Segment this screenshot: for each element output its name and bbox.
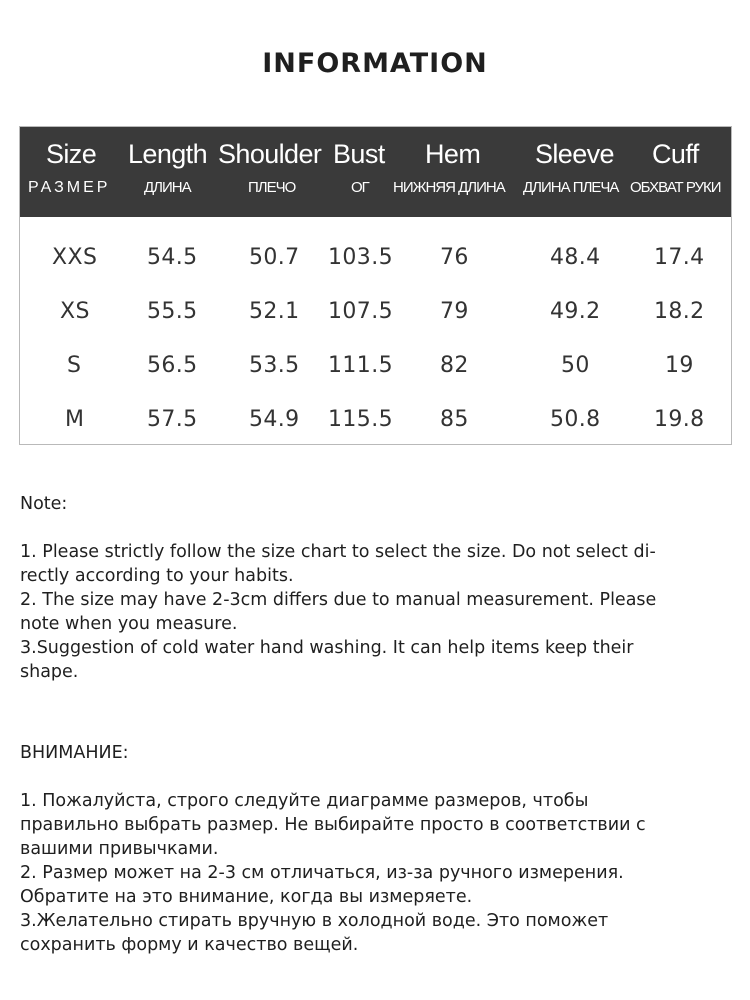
note-line: Обратите на это внимание, когда вы измеряете. xyxy=(20,887,473,907)
note-line: правильно выбрать размер. Не выбирайте просто в соответствии с xyxy=(20,815,646,835)
cell-sleeve: 48.4 xyxy=(550,245,601,270)
cell-length: 54.5 xyxy=(147,245,198,270)
cell-cuff: 19.8 xyxy=(654,407,705,432)
note-line: note when you measure. xyxy=(20,614,238,634)
cell-cuff: 17.4 xyxy=(654,245,705,270)
header-hem-ru: НИЖНЯЯ ДЛИНА xyxy=(393,179,505,196)
header-bust-ru: ОГ xyxy=(351,179,369,196)
cell-size: XS xyxy=(60,299,90,324)
header-shoulder-ru: ПЛЕЧО xyxy=(248,179,296,196)
cell-hem: 82 xyxy=(440,353,469,378)
cell-cuff: 19 xyxy=(665,353,694,378)
size-chart-table xyxy=(19,126,732,445)
cell-hem: 85 xyxy=(440,407,469,432)
note-line: 1. Пожалуйста, строго следуйте диаграмме размеров, чтобы xyxy=(20,791,589,811)
cell-hem: 76 xyxy=(440,245,469,270)
cell-size: S xyxy=(67,353,82,378)
note-line: 3.Suggestion of cold water hand washing. It can help items keep their xyxy=(20,638,634,658)
note-line: 3.Желательно стирать вручную в холодной воде. Это поможет xyxy=(20,911,609,931)
cell-bust: 107.5 xyxy=(328,299,393,324)
cell-bust: 115.5 xyxy=(328,407,393,432)
header-hem: Hem xyxy=(425,139,481,169)
table-row xyxy=(20,299,731,329)
cell-bust: 103.5 xyxy=(328,245,393,270)
cell-sleeve: 50.8 xyxy=(550,407,601,432)
note-line: сохранить форму и качество вещей. xyxy=(20,935,359,955)
cell-shoulder: 53.5 xyxy=(249,353,300,378)
table-row xyxy=(20,407,731,437)
cell-bust: 111.5 xyxy=(328,353,393,378)
cell-length: 57.5 xyxy=(147,407,198,432)
header-size-ru: РАЗМЕР xyxy=(28,179,111,196)
cell-shoulder: 50.7 xyxy=(249,245,300,270)
note-line: 2. The size may have 2-3cm differs due to manual measurement. Please xyxy=(20,590,657,610)
header-size: Size xyxy=(46,139,97,169)
header-bust: Bust xyxy=(333,139,385,169)
note-line: 2. Размер может на 2-3 см отличаться, из-за ручного измерения. xyxy=(20,863,624,883)
table-row xyxy=(20,245,731,275)
header-shoulder: Shoulder xyxy=(218,139,322,169)
header-cuff: Cuff xyxy=(652,139,699,169)
cell-length: 55.5 xyxy=(147,299,198,324)
page-title: INFORMATION xyxy=(262,48,488,79)
note-russian xyxy=(20,741,720,957)
note-line: 1. Please strictly follow the size chart to select the size. Do not select di- xyxy=(20,542,656,562)
header-length: Length xyxy=(128,139,207,169)
header-cuff-ru: ОБХВАТ РУКИ xyxy=(630,179,721,196)
note-english xyxy=(20,492,720,684)
cell-length: 56.5 xyxy=(147,353,198,378)
header-sleeve-ru: ДЛИНА ПЛЕЧА xyxy=(523,179,619,196)
note-heading: ВНИМАНИЕ: xyxy=(20,743,129,763)
note-line: вашими привычками. xyxy=(20,839,219,859)
note-line: shape. xyxy=(20,662,79,682)
cell-sleeve: 49.2 xyxy=(550,299,601,324)
cell-cuff: 18.2 xyxy=(654,299,705,324)
note-line: rectly according to your habits. xyxy=(20,566,294,586)
cell-size: M xyxy=(65,407,85,432)
header-length-ru: ДЛИНА xyxy=(144,179,191,196)
cell-shoulder: 52.1 xyxy=(249,299,300,324)
cell-shoulder: 54.9 xyxy=(249,407,300,432)
table-header xyxy=(20,127,731,217)
header-sleeve: Sleeve xyxy=(535,139,614,169)
cell-sleeve: 50 xyxy=(561,353,590,378)
note-heading: Note: xyxy=(20,494,68,514)
cell-hem: 79 xyxy=(440,299,469,324)
table-row xyxy=(20,353,731,383)
cell-size: XXS xyxy=(52,245,98,270)
